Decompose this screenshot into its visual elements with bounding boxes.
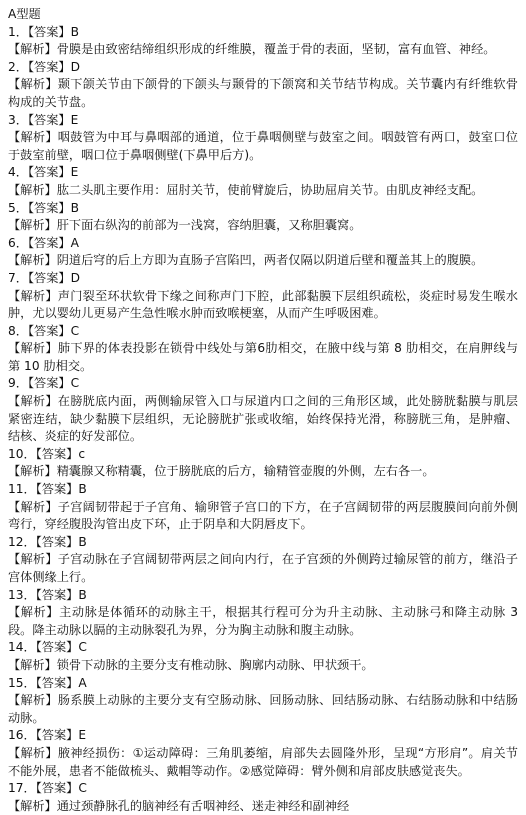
answer-tag: 【答案】 [35,446,79,461]
answer-item [8,481,518,534]
answer-line [8,270,518,288]
question-number: 1． [8,24,28,39]
explanation-text: 在膀胱底内面，两侧输尿管入口与尿道内口之间的三角形区域，此处膀胱黏膜与肌层紧密连结，缺少黏膜下层组织，无论膀胱扩张或收缩，始终保持光滑，称膀胱三角，是肿瘤、结核、炎症的好发部位。 [8,394,518,444]
answer-item [8,534,518,587]
answer-tag: 【答案】 [35,728,79,743]
answer-item [8,587,518,640]
explanation-line [8,288,518,323]
answer-value: B [78,482,87,497]
question-number: 7． [8,270,28,285]
answer-tag: 【答案】 [27,376,71,391]
question-number: 15． [8,675,36,690]
answer-item [8,675,518,728]
question-number: 8． [8,323,28,338]
explanation-text: 子宫动脉在子宫阔韧带两层之间向内行，在子宫颈的外侧跨过输尿管的前方，继沿子宫体侧缘上行。 [8,552,518,584]
question-number: 2． [8,59,28,74]
explanation-tag: 【解析】 [8,341,58,356]
answer-item [8,323,518,376]
explanation-tag: 【解析】 [8,464,57,479]
answer-value: C [70,376,80,391]
explanation-tag: 【解析】 [8,130,58,145]
question-number: 11． [8,482,36,497]
explanation-text: 通过颈静脉孔的脑神经有舌咽神经、迷走神经和副神经 [56,798,350,813]
explanation-line [8,692,518,727]
explanation-line [8,41,518,59]
question-number: 3． [8,112,28,127]
answer-item [8,235,518,270]
explanation-tag: 【解析】 [8,798,57,813]
answer-line [8,727,518,745]
explanation-line [8,252,518,270]
explanation-tag: 【解析】 [8,288,58,303]
answer-line [8,675,518,693]
explanation-line [8,340,518,375]
answer-tag: 【答案】 [27,112,71,127]
answer-value: A [70,235,79,250]
explanation-tag: 【解析】 [8,745,58,760]
explanation-text: 肱二头肌主要作用：屈肘关节，使前臂旋后，协助屈肩关节。由肌皮神经支配。 [56,182,484,197]
explanation-text: 肠系膜上动脉的主要分支有空肠动脉、回肠动脉、回结肠动脉、右结肠动脉和中结肠动脉。 [8,693,518,725]
explanation-tag: 【解析】 [8,253,57,268]
explanation-text: 颞下颌关节由下颌骨的下颌头与颞骨的下颌窝和关节结节构成。关节囊内有纤维软骨构成的关节盘。 [8,77,518,109]
answer-value: A [78,675,87,690]
explanation-text: 肝下面右纵沟的前部为一浅窝，容纳胆囊，又称胆囊窝。 [56,218,362,233]
answer-line [8,59,518,77]
answer-tag: 【答案】 [27,270,71,285]
answer-tag: 【答案】 [27,59,71,74]
answer-item [8,446,518,481]
answer-value: C [70,323,80,338]
answer-tag: 【答案】 [27,24,71,39]
question-number: 14． [8,640,36,655]
explanation-line [8,393,518,446]
explanation-tag: 【解析】 [8,499,58,514]
explanation-tag: 【解析】 [8,42,57,57]
answer-value: E [70,112,79,127]
explanation-text: 子宫阔韧带起于子宫角、输卵管子宫口的下方，在子宫阔韧带的两层腹膜间向前外侧弯行，穿经腹股沟管出皮下环，止于阴阜和大阴唇皮下。 [8,499,518,532]
explanation-line [8,604,518,639]
answer-item [8,727,518,780]
answer-value: B [70,24,79,39]
explanation-tag: 【解析】 [8,394,58,409]
explanation-text: 声门裂至环状软骨下缘之间称声门下腔，此部黏膜下层组织疏松，炎症时易发生喉水肿，尤以婴幼儿更易产生急性喉水肿而致喉梗塞，从而产生呼吸困难。 [8,288,518,321]
answer-value: c [78,446,86,461]
explanation-line [8,798,518,815]
explanation-line [8,76,518,111]
section-heading: A型题 [8,7,41,21]
explanation-text: 腋神经损伤：①运动障碍：三角肌萎缩，肩部失去圆隆外形，呈现“方形肩”。肩关节不能外展，患者不能做梳头、戴帽等动作。②感觉障碍：臂外侧和肩部皮肤感觉丧失。 [8,745,518,778]
answer-value: E [78,728,87,743]
answer-tag: 【答案】 [35,781,79,796]
answer-line [8,446,518,464]
answer-item [8,200,518,235]
answer-tag: 【答案】 [35,482,79,497]
answer-tag: 【答案】 [35,640,79,655]
question-number: 17． [8,781,36,796]
explanation-line [8,217,518,235]
explanation-text: 主动脉是体循环的动脉主干，根据其行程可分为升主动脉、主动脉弓和降主动脉 3 段。降主动脉以膈的主动脉裂孔为界，分为胸主动脉和腹主动脉。 [8,605,518,637]
answer-line [8,235,518,253]
answer-line [8,164,518,182]
explanation-text: 肺下界的体表投影在锁骨中线处与第6肋相交，在腋中线与第 8 肋相交，在肩胛线与第 10 肋相交。 [8,341,519,373]
answer-tag: 【答案】 [27,323,71,338]
answer-value: C [78,781,87,796]
answer-item [8,112,518,165]
question-number: 5． [8,200,28,215]
explanation-line [8,182,518,200]
question-number: 12． [8,534,36,549]
explanation-line [8,129,518,164]
explanation-text: 咽鼓管为中耳与鼻咽部的通道，位于鼻咽侧壁与鼓室之间。咽鼓管有两口，鼓室口位于鼓室前壁，咽口位于鼻咽侧壁(下鼻甲后方)。 [8,130,518,162]
explanation-line [8,745,518,780]
explanation-text: 锁骨下动脉的主要分支有椎动脉、胸廓内动脉、甲状颈干。 [56,657,374,672]
explanation-text: 精囊腺又称精囊，位于膀胱底的后方，输精管壶腹的外侧，左右各一。 [56,464,435,479]
answer-line [8,587,518,605]
answer-line [8,780,518,798]
answer-line [8,112,518,130]
answer-item [8,24,518,59]
answer-tag: 【答案】 [35,534,79,549]
question-number: 10． [8,446,36,461]
answer-value: C [78,640,87,655]
answer-list [8,24,518,815]
answer-value: B [78,587,87,602]
answer-line [8,323,518,341]
explanation-tag: 【解析】 [8,657,57,672]
explanation-tag: 【解析】 [8,693,58,708]
answer-item [8,270,518,323]
answer-item [8,59,518,112]
explanation-line [8,657,518,675]
answer-tag: 【答案】 [27,200,71,215]
answer-value: B [78,534,87,549]
explanation-tag: 【解析】 [8,605,60,620]
answer-line [8,24,518,42]
answer-item [8,639,518,674]
question-number: 16． [8,728,36,743]
explanation-line [8,499,518,534]
answer-line [8,375,518,393]
answer-tag: 【答案】 [27,235,71,250]
explanation-line [8,551,518,586]
explanation-text: 阴道后穹的后上方即为直肠子宫陷凹，两者仅隔以阴道后壁和覆盖其上的腹膜。 [56,253,484,268]
question-number: 4． [8,165,28,180]
answer-item [8,780,518,815]
explanation-tag: 【解析】 [8,218,57,233]
answer-value: E [70,165,79,180]
explanation-text: 骨膜是由致密结缔组织形成的纤维膜，覆盖于骨的表面，坚韧，富有血管、神经。 [56,42,496,57]
explanation-tag: 【解析】 [8,182,57,197]
answer-tag: 【答案】 [35,587,79,602]
answer-line [8,200,518,218]
answer-value: D [70,59,80,74]
question-number: 9． [8,376,28,391]
explanation-line [8,463,518,481]
answer-item [8,375,518,445]
answer-line [8,639,518,657]
answer-line [8,534,518,552]
question-number: 6． [8,235,28,250]
answer-tag: 【答案】 [27,165,71,180]
answer-item [8,164,518,199]
answer-value: D [70,270,80,285]
answer-value: B [70,200,79,215]
answer-tag: 【答案】 [35,675,79,690]
explanation-tag: 【解析】 [8,77,58,92]
question-number: 13． [8,587,36,602]
answer-line [8,481,518,499]
explanation-tag: 【解析】 [8,552,58,567]
